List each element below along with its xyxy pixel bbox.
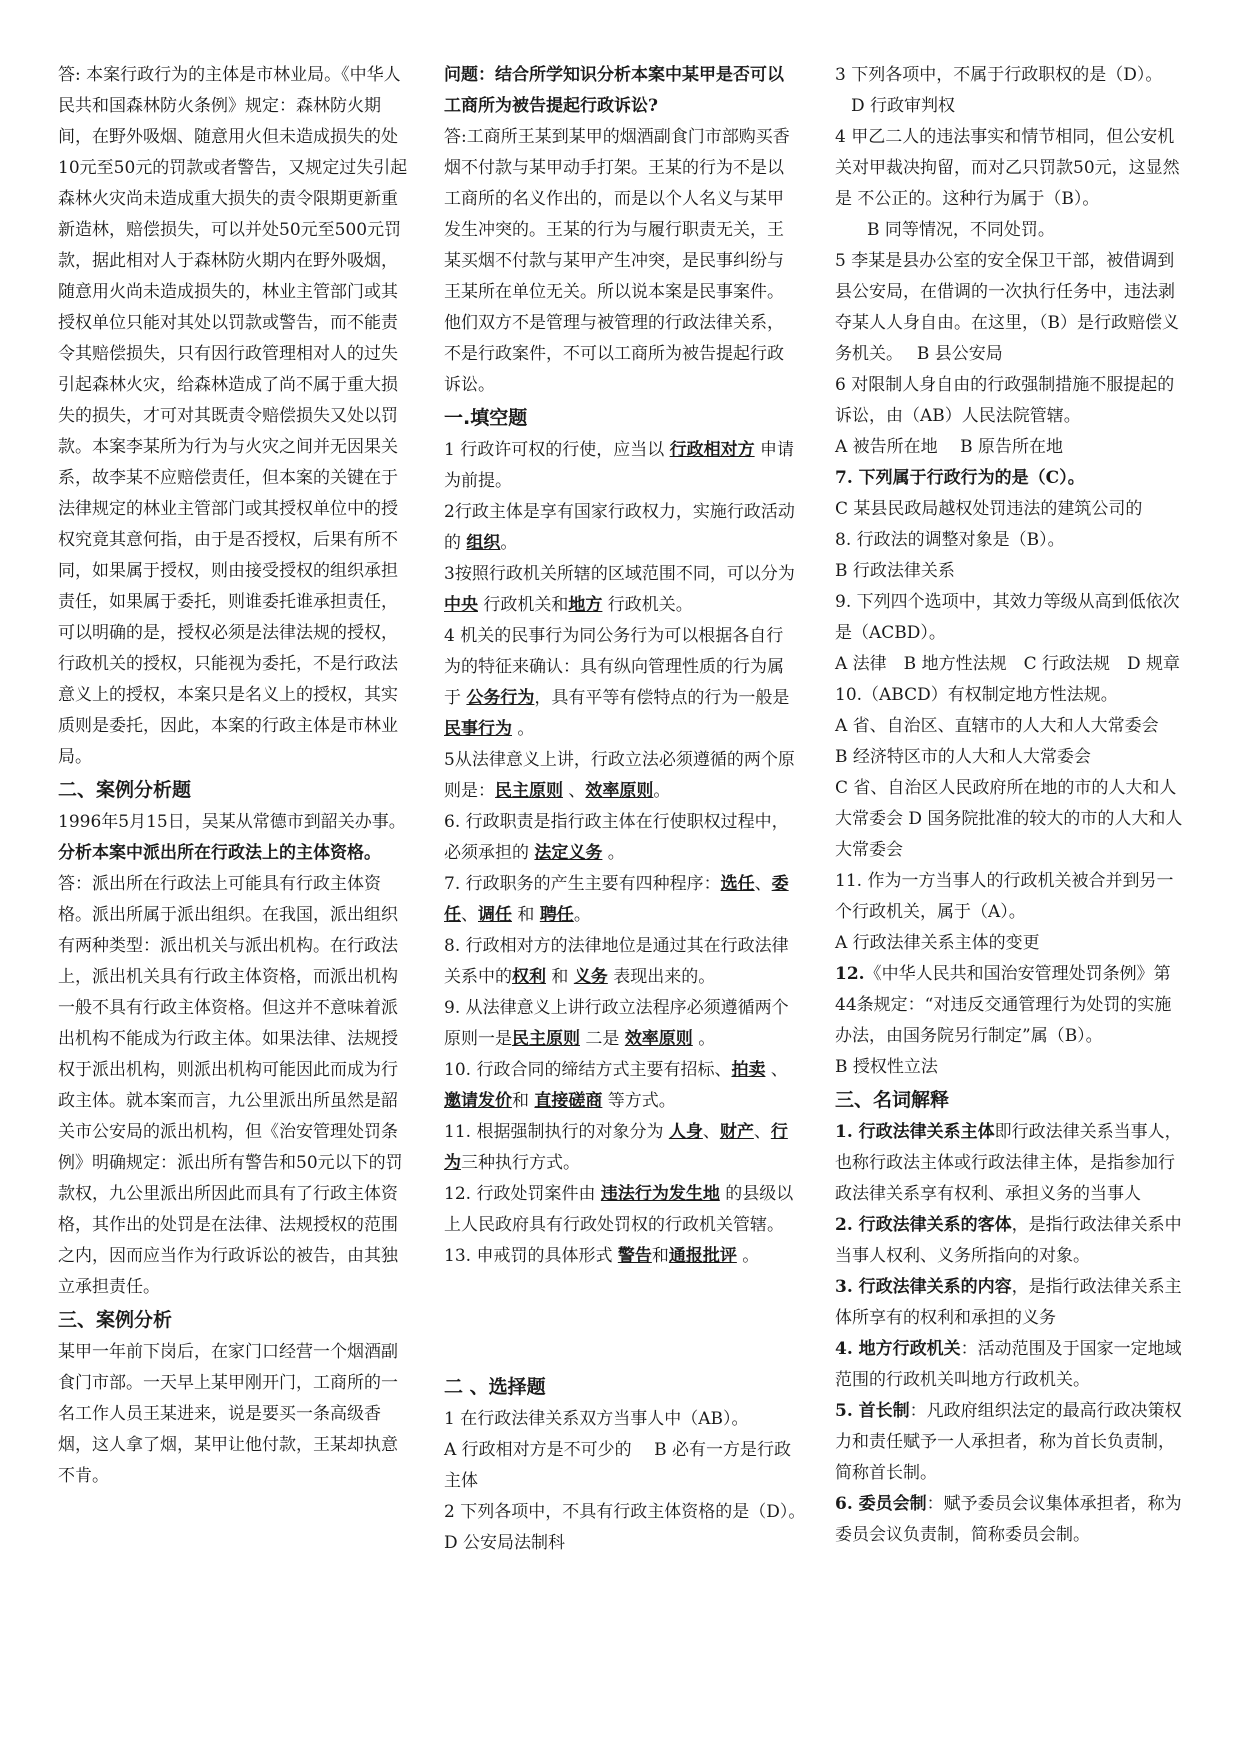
term-name: 5. 首长制 [835,1401,910,1421]
fill-text: 、 [754,874,772,894]
term-item [835,1272,1187,1334]
fill-answer: 义务 [573,967,608,987]
fill-text: 和 [651,1246,669,1266]
fill-text: 二是 [580,1029,625,1049]
fill-item [444,1179,798,1241]
choice-answer: A 法律 B 地方性法规 C 行政法规 D 规章 [835,654,1181,674]
choice-question: 4 甲乙二人的违法事实和情节相同，但公安机关对甲裁决拘留，而对乙只罚款50元，这显然是 不公正的。这种行为属于（B）。 [835,127,1180,209]
fill-text: 11. 根据强制执行的对象分为 [444,1122,669,1142]
fill-answer: 地方 [568,595,603,615]
fill-text: 行政机关。 [602,595,693,615]
fill-text: 1 行政许可权的行使，应当以 [444,440,670,460]
fill-answer: 调任 [478,905,512,925]
choice-answer: A 行政法律关系主体的变更 [835,933,1040,953]
fill-answer: 委任 [444,874,789,925]
fill-text: 4 机关的民事行为同公务行为可以根据各自行为的特征来确认：具有纵向管理性质的行为属于 [444,626,784,708]
term-item [835,1210,1187,1272]
fill-answer: 民主原则 [495,781,563,801]
fill-text: 和 [512,905,540,925]
case-paragraph: 某甲一年前下岗后，在家门口经营一个烟酒副食门市部。一天早上某甲刚开门，工商所的一名工作人员王某进来，说是要买一条高级香烟，这人拿了烟，某甲让他付款，王某却执意不肯。 [58,1342,398,1486]
fill-text: 。 [653,781,671,801]
answer-paragraph: 答: 本案行政行为的主体是市林业局。《中华人民共和国森林防火条例》规定：森林防火期间，在野外吸烟、随意用火但未造成损失的处10元至50元的罚款或者警告，又规定过失引起森林火灾尚未造成重大损失的责令限期更新重新造林，赔偿损失，可以并处50元至500元罚款，据此相对人于森林防火期内在野外吸烟，随意用火尚未造成损失的，林业主管部门或其授权单位只能对其处以罚款或警告，而不能责令其赔偿损失，只有因行政管理相对人的过失引起森林火灾，给森林造成了尚不属于重大损失的损失，才可对其既责令赔偿损失又处以罚款。本案李某所为行为与火灾之间并无因果关系，故李某不应赔偿责任，但本案的关键在于法律规定的林业主管部门或其授权单位中的授权究竟其意何指，由于是否授权，后果有所不同，如果属于授权，则由接受授权的组织承担责任，如果属于委托，则谁委托谁承担责任，可以明确的是，授权必须是法律法规的授权，行政机关的授权，只能视为委托，不是行政法意义上的授权，本案只是名义上的授权，其实质则是委托，因此，本案的行政主体是市林业局。 [58,65,408,767]
fill-item [444,497,798,559]
fill-answer: 组织 [466,533,501,553]
fill-text: 。 [500,533,518,553]
fill-answer: 聘任 [539,905,574,925]
section-heading-case-analysis: 二、案例分析题 [58,779,192,801]
fill-answer: 行政相对方 [669,440,755,460]
fill-text: 、 [765,1060,788,1080]
fill-item [444,559,798,621]
fill-answer: 选任 [720,874,755,894]
term-item [835,1489,1187,1551]
term-name: 4. 地方行政机关 [835,1339,961,1359]
term-definition: ：活动范围及于国家一定地域范围的行政机关叫地方行政机关。 [835,1339,1182,1390]
fill-text: 9. 从法律意义上讲行政立法程序必须遵循两个原则一是 [444,998,789,1049]
fill-text: 13. 申戒罚的具体形式 [444,1246,618,1266]
fill-text: 三种执行方式。 [461,1153,580,1173]
term-definition: ，是指行政法律关系中当事人权利、义务所指向的对象。 [835,1215,1182,1266]
term-item [835,1117,1187,1210]
answer-paragraph: 答：派出所在行政法上可能具有行政主体资格。派出所属于派出组织。在我国，派出组织有两种类型：派出机关与派出机构。在行政法上，派出机关具有行政主体资格，而派出机构一般不具有行政主体资格。但这并不意味着派出机构不能成为行政主体。如果法律、法规授权于派出机构，则派出机构可能因此而成为行政主体。就本案而言，九公里派出所虽然是韶关市公安局的派出机构，但《治安管理处罚条例》明确规定：派出所有警告和50元以下的罚款权，九公里派出所因此而具有了行政主体资格，其作出的处罚是在法律、法规授权的范围之内，因而应当作为行政诉讼的被告，由其独立承担责任。 [58,874,403,1297]
choice-answer: A 省、自治区、直辖市的人大和人大常委会 [835,716,1159,736]
choice-answer: A 行政相对方是不可少的 B 必有一方是行政主体 [444,1440,791,1491]
fill-item [444,745,798,807]
column-left [58,60,408,1492]
fill-answer: 效率原则 [585,781,654,801]
fill-text: 12. 行政处罚案件由 [444,1184,601,1204]
fill-item [444,435,798,497]
choice-question: 6 对限制人身自由的行政强制措施不服提起的诉讼，由（AB）人民法院管辖。 [835,375,1175,426]
fill-text: 申请为前提。 [444,440,795,491]
choice-answer: A 被告所在地 B 原告所在地 [835,437,1063,457]
choice-answer: B 行政法律关系 [835,561,955,581]
fill-item [444,1055,798,1117]
fill-answer: 权利 [512,967,546,987]
choice-answer: C 省、自治区人民政府所在地的市的人大和人大常委会 D 国务院批准的较大的市的人大和人大常委会 [835,778,1183,860]
fill-text: 6. 行政职责是指行政主体在行使职权过程中，必须承担的 [444,812,789,863]
choice-question: 9. 下列四个选项中，其效力等级从高到低依次是（ACBD）。 [835,592,1180,643]
section-heading-fill-blank: 一.填空题 [444,407,528,429]
choice-question: 2 下列各项中，不具有行政主体资格的是（D）。 D 公安局法制科 [444,1502,814,1553]
fill-item [444,931,798,993]
fill-text: 表现出来的。 [607,967,716,987]
column-middle [444,60,814,1559]
choice-question: 7. 下列属于行政行为的是（C）。 [835,468,1085,488]
case-question: 问题：结合所学知识分析本案中某甲是否可以工商所为被告提起行政诉讼? [444,65,784,116]
spacer [444,1272,798,1370]
fill-answer: 拍卖 [731,1060,766,1080]
fill-answer: 邀请发价 [444,1091,512,1111]
term-definition: ，是指行政法律关系主体所享有的权利和承担的义务 [835,1277,1182,1328]
section-heading-choice: 二 、选择题 [444,1376,546,1398]
term-item [835,1396,1187,1489]
fill-item [444,1117,798,1179]
term-definition: 即行政法律关系当事人，也称行政法主体或行政法律主体，是指参加行政法律关系享有权利、承担义务的当事人 [835,1122,1182,1204]
term-name: 6. 委员会制 [835,1494,927,1514]
fill-answer: 行为 [444,1122,788,1173]
fill-answer: 财产 [719,1122,754,1142]
fill-answer: 法定义务 [534,843,603,863]
choice-question: 10.（ABCD）有权制定地方性法规。 [835,685,1118,705]
fill-text: 、 [461,905,478,925]
answer-paragraph: 答:工商所王某到某甲的烟酒副食门市部购买香烟不付款与某甲动手打架。王某的行为不是以工商所的名义作出的，而是以个人名义与某甲发生冲突的。王某的行为与履行职责无关，王某买烟不付款与某甲产生冲突，是民事纠纷与王某所在单位无关。所以说本案是民事案件。他们双方不是管理与被管理的行政法律关系，不是行政案件，不可以工商所为被告提起行政诉讼。 [444,127,790,395]
fill-text: 8. 行政相对方的法律地位是通过其在行政法律关系中的 [444,936,789,987]
fill-text: 行政机关和 [478,595,569,615]
case-paragraph [58,807,408,869]
fill-text: ，具有平等有偿特点的行为一般是 [534,688,790,708]
choice-question: 11. 作为一方当事人的行政机关被合并到另一个行政机关，属于（A）。 [835,871,1174,922]
fill-text: 。 [602,843,625,863]
fill-text: 和 [512,1091,535,1111]
question-number: 12. [835,964,865,984]
fill-answer: 民事行为 [444,719,512,739]
fill-text: 等方式。 [602,1091,676,1111]
fill-text: 。 [692,1029,716,1049]
term-name: 1. 行政法律关系主体 [835,1122,995,1142]
fill-answer: 违法行为发生地 [600,1184,720,1204]
term-name: 3. 行政法律关系的内容 [835,1277,1012,1297]
choice-answer: C 某县民政局越权处罚违法的建筑公司的 [835,499,1143,519]
fill-item [444,993,798,1055]
choice-answer: B 经济特区市的人大和人大常委会 [835,747,1091,767]
case-question: 分析本案中派出所在行政法上的主体资格。 [58,843,381,863]
section-heading-terms: 三、名词解释 [835,1089,950,1111]
fill-item [444,1241,798,1272]
fill-answer: 民主原则 [512,1029,580,1049]
fill-answer: 直接磋商 [534,1091,603,1111]
choice-question: 1 在行政法律关系双方当事人中（AB）。 [444,1409,749,1429]
choice-question: 8. 行政法的调整对象是（B）。 [835,530,1065,550]
fill-text: 、 [702,1122,720,1142]
fill-text: 的县级以上人民政府具有行政处罚权的行政机关管辖。 [444,1184,794,1235]
term-definition: ：凡政府组织法定的最高行政决策权力和责任赋予一人承担者，称为首长负责制，简称首长制。 [835,1401,1182,1483]
fill-answer: 效率原则 [624,1029,693,1049]
fill-text: 、 [563,781,586,801]
section-heading-case: 三、案例分析 [58,1309,173,1331]
term-item [835,1334,1187,1396]
case-intro: 1996年5月15日，吴某从常德市到韶关办事。 [58,812,406,832]
fill-answer: 中央 [444,595,478,615]
fill-answer: 警告 [617,1246,652,1266]
choice-question [835,959,1187,1052]
fill-answer: 通报批评 [668,1246,737,1266]
fill-text: 5从法律意义上讲，行政立法必须遵循的两个原则是： [444,750,795,801]
choice-answer: B 授权性立法 [835,1057,938,1077]
fill-text: 10. 行政合同的缔结方式主要有招标、 [444,1060,732,1080]
fill-answer: 公务行为 [466,688,535,708]
choice-answer: D 行政审判权 [851,96,956,116]
question-text: 《中华人民共和国治安管理处罚条例》第44条规定：“对违反交通管理行为处罚的实施办法，由国务院另行制定”属（B）。 [835,964,1172,1046]
fill-item [444,869,798,931]
fill-answer: 人身 [668,1122,703,1142]
fill-text: 。 [512,719,535,739]
fill-text: 和 [546,967,574,987]
term-definition: ：赋予委员会议集体承担者，称为委员会议负责制，简称委员会制。 [835,1494,1182,1545]
fill-text: 、 [753,1122,771,1142]
fill-text: 3按照行政机关所辖的区域范围不同，可以分为 [444,564,795,584]
fill-text: 。 [736,1246,760,1266]
fill-text: 7. 行政职务的产生主要有四种程序： [444,874,721,894]
choice-answer: B 同等情况，不同处罚。 [867,220,1055,240]
fill-item [444,621,798,745]
fill-text: 2行政主体是享有国家行政权力，实施行政活动的 [444,502,795,553]
term-name: 2. 行政法律关系的客体 [835,1215,1012,1235]
choice-question: 5 李某是县办公室的安全保卫干部，被借调到县公安局，在借调的一次执行任务中，违法剥夺某人人身自由。在这里，（B）是行政赔偿义务机关。 B 县公安局 [835,251,1179,364]
fill-item [444,807,798,869]
column-right [835,60,1187,1551]
fill-text: 。 [573,905,591,925]
choice-question: 3 下列各项中，不属于行政职权的是（D）。 [835,65,1163,85]
